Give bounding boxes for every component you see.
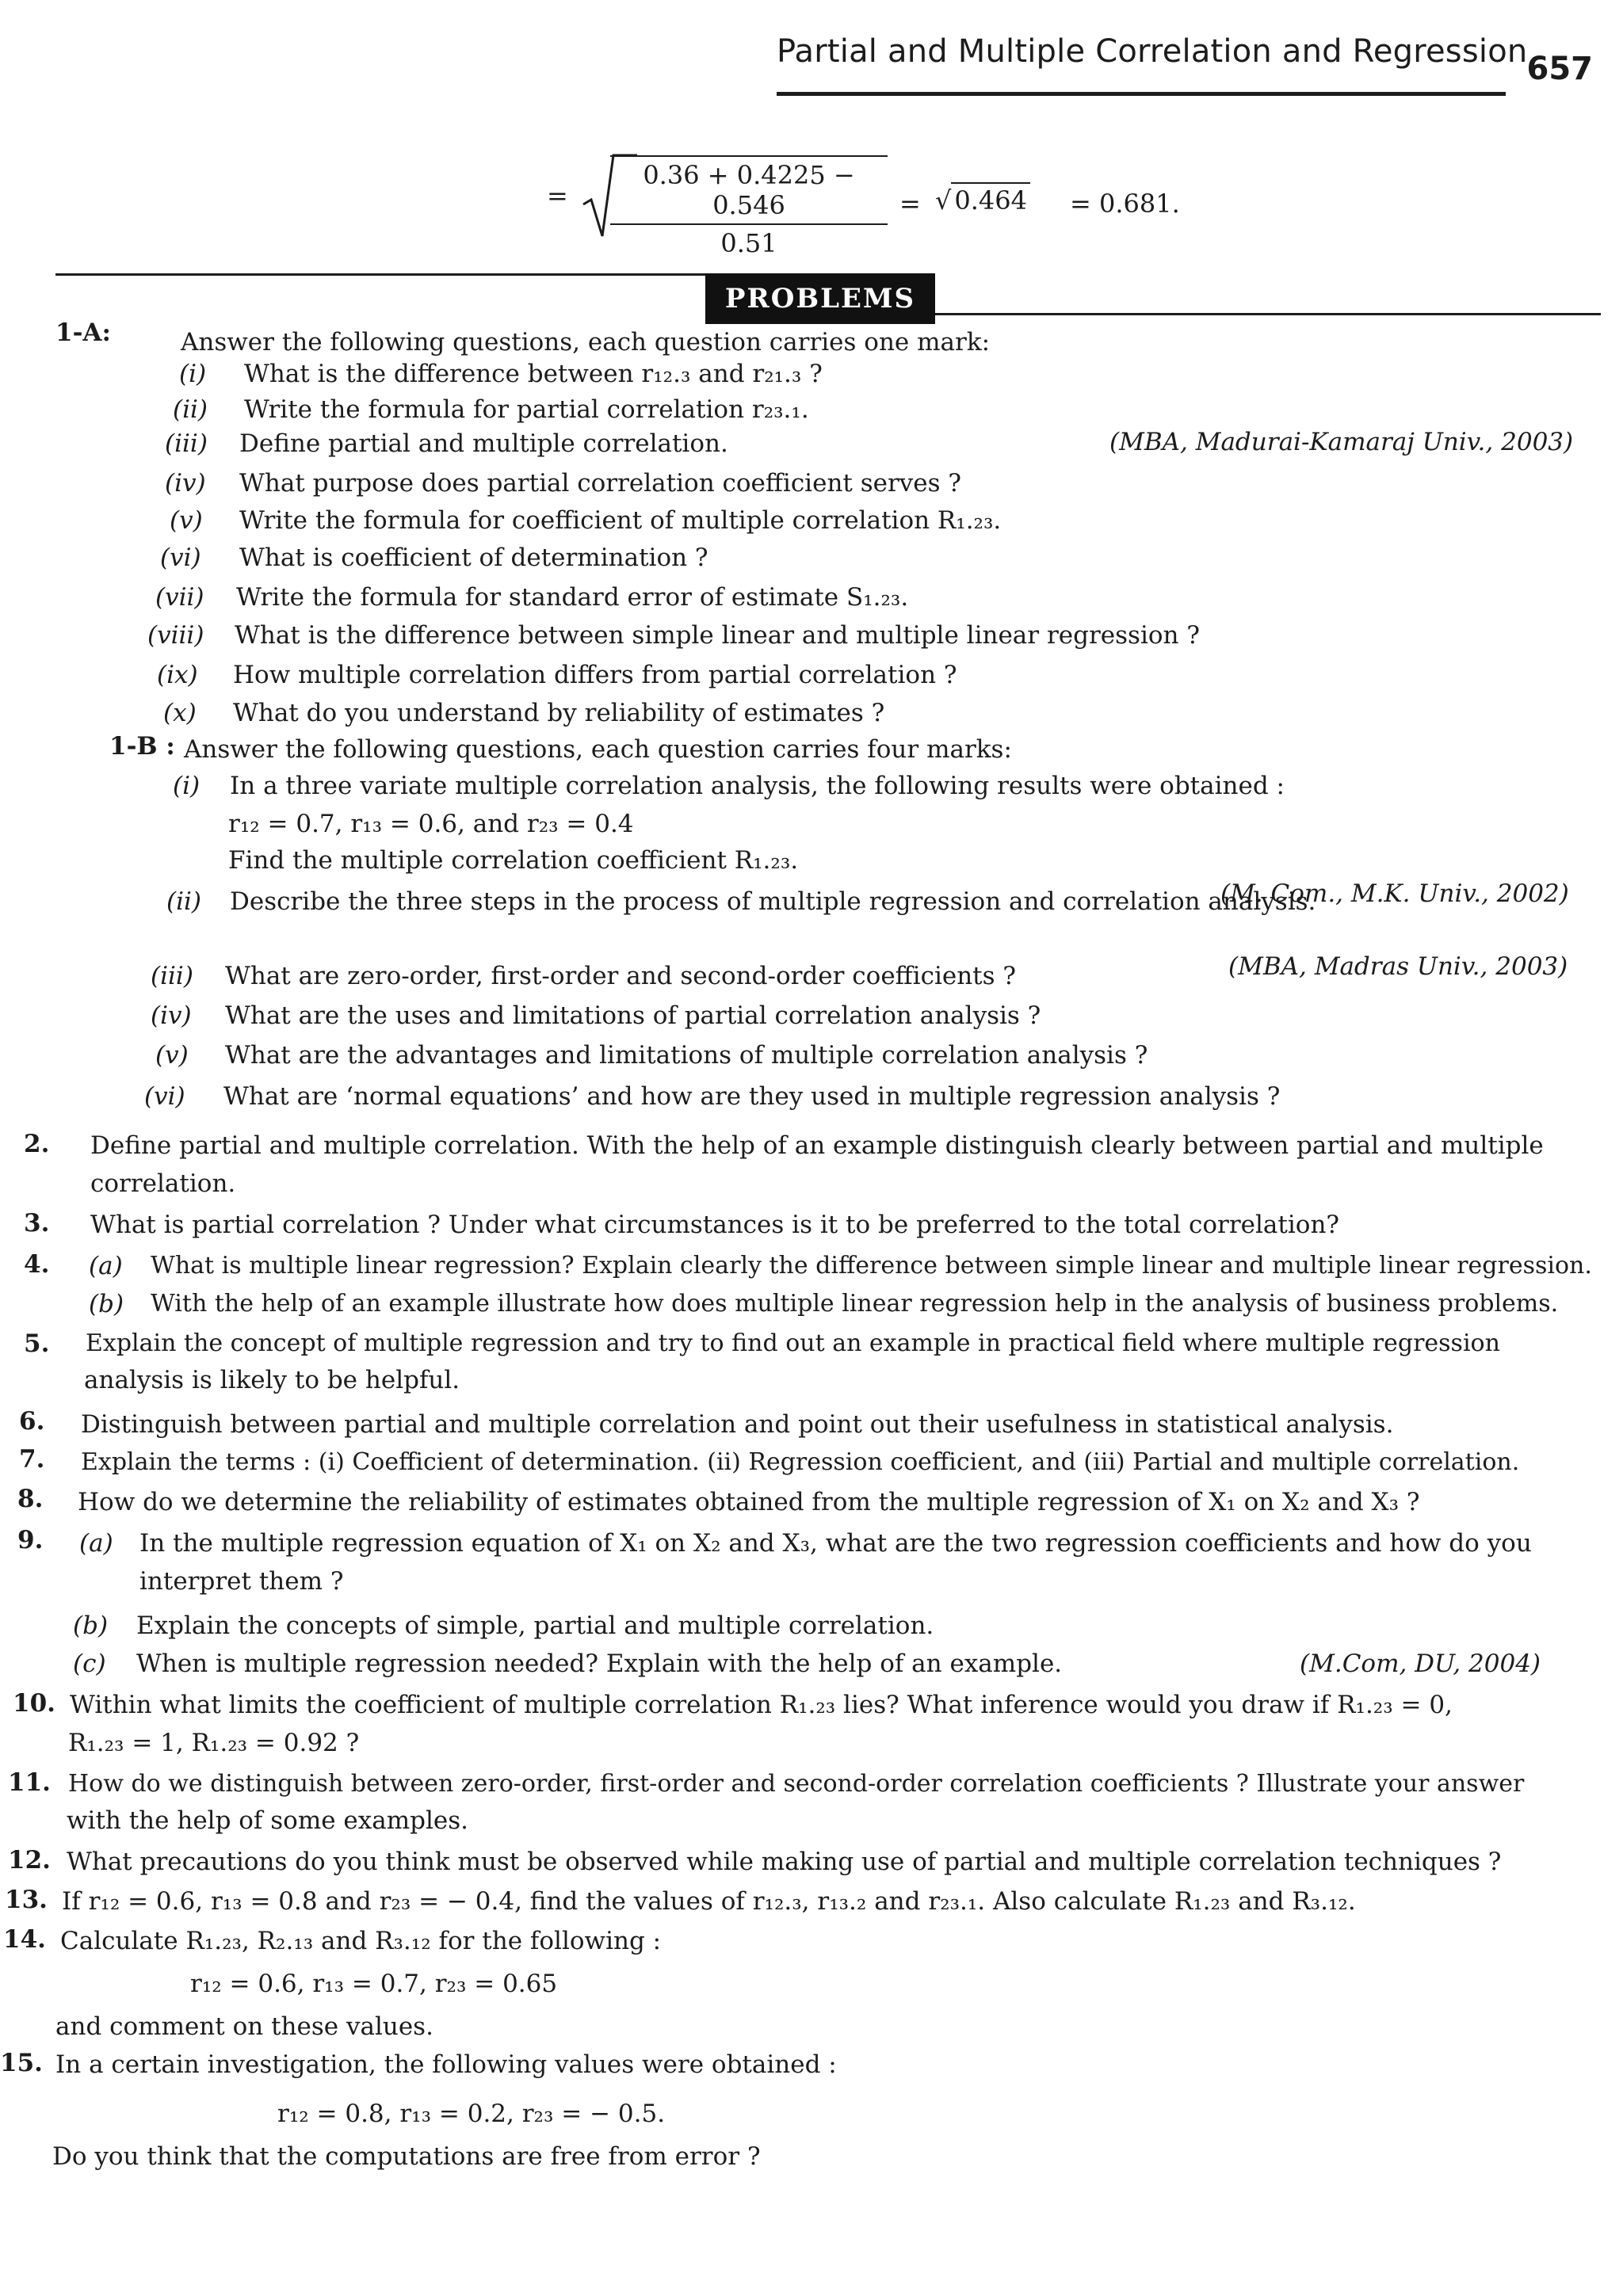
question-number: 3.	[24, 1209, 50, 1238]
question-number: 10.	[13, 1689, 55, 1718]
question-text: Explain the concepts of simple, partial and multiple correlation.	[136, 1611, 934, 1640]
question-text: In a certain investigation, the following values were obtained :	[55, 2050, 837, 2079]
question-text: How do we determine the reliability of estimates obtained from the multiple regression of X₁ on X₂ and X₃ ?	[78, 1488, 1420, 1516]
source-citation: (MBA, Madras Univ., 2003)	[1228, 952, 1568, 981]
question-text: Explain the concept of multiple regression and try to find out an example in practical field where multiple regression	[86, 1329, 1500, 1357]
question-number: 15.	[0, 2049, 43, 2077]
list-item: What are zero-order, first-order and second-order coefficients ?	[225, 962, 1017, 990]
item-number: (iv)	[151, 1001, 192, 1030]
list-item: What are the uses and limitations of partial correlation analysis ?	[225, 1001, 1041, 1030]
question-text: Do you think that the computations are free from error ?	[52, 2142, 761, 2171]
list-item: What is the difference between r₁₂.₃ and r₂₁.₃ ?	[244, 360, 823, 388]
equals-sign: =	[547, 181, 568, 211]
page-number: 657	[1526, 51, 1593, 87]
equals-sign: =	[899, 189, 921, 219]
list-item: What purpose does partial correlation coefficient serves ?	[239, 469, 962, 498]
item-number: (ii)	[173, 395, 208, 424]
sqrt-value: 0.464	[951, 182, 1030, 215]
list-item: In a three variate multiple correlation analysis, the following results were obtained :	[230, 772, 1285, 800]
list-item: What is the difference between simple linear and multiple linear regression ?	[235, 621, 1200, 650]
worked-equation	[547, 151, 1260, 258]
list-item: Write the formula for standard error of estimate S₁.₂₃.	[236, 583, 909, 612]
question-text: and comment on these values.	[55, 2012, 433, 2041]
item-number: (a)	[79, 1529, 113, 1558]
item-number: (b)	[89, 1290, 124, 1318]
problems-banner: PROBLEMS	[705, 273, 935, 324]
item-number: (iv)	[165, 469, 206, 498]
header-title: Partial and Multiple Correlation and Regression	[777, 33, 1528, 70]
question-text: If r₁₂ = 0.6, r₁₃ = 0.8 and r₂₃ = − 0.4, find the values of r₁₂.₃, r₁₃.₂ and r₂₃.₁. Also calculate R₁.₂₃ and R₃.₁₂.	[62, 1887, 1356, 1916]
radical-sign-icon: √	[935, 185, 952, 215]
question-text: What precautions do you think must be observed while making use of partial and multiple correlation techniques ?	[67, 1848, 1502, 1876]
fraction	[610, 155, 888, 258]
question-number: 4.	[24, 1250, 50, 1279]
fraction-numerator: 0.36 + 0.4225 − 0.546	[643, 160, 855, 220]
sqrt-expression	[935, 185, 1030, 215]
question-number: 8.	[17, 1485, 44, 1513]
question-text: In the multiple regression equation of X₁ on X₂ and X₃, what are the two regression coefficients and how do you	[139, 1529, 1532, 1558]
question-number: 9.	[17, 1526, 44, 1554]
given-values: r₁₂ = 0.8, r₁₃ = 0.2, r₂₃ = − 0.5.	[277, 2100, 666, 2128]
item-number: (v)	[155, 1041, 189, 1070]
section-intro: Answer the following questions, each question carries four marks:	[184, 735, 1012, 764]
question-number: 13.	[5, 1886, 48, 1914]
question-text: What is partial correlation ? Under what circumstances is it to be preferred to the total correlation?	[90, 1211, 1340, 1239]
question-text: How do we distinguish between zero-order, first-order and second-order correlation coefficients ? Illustrate your answer	[68, 1770, 1525, 1798]
item-number: (viii)	[147, 621, 204, 650]
question-number: 6.	[19, 1407, 45, 1436]
item-number: (iii)	[151, 962, 193, 990]
question-text: Define partial and multiple correlation. With the help of an example distinguish clearly between partial and multiple	[90, 1131, 1544, 1160]
question-number: 2.	[24, 1130, 50, 1158]
question-number: 7.	[19, 1445, 45, 1474]
list-item: Write the formula for partial correlation r₂₃.₁.	[244, 395, 809, 424]
list-item: Define partial and multiple correlation.	[239, 429, 728, 458]
item-number: (c)	[73, 1650, 106, 1678]
given-values: r₁₂ = 0.7, r₁₃ = 0.6, and r₂₃ = 0.4	[228, 810, 634, 838]
question-text: What is multiple linear regression? Explain clearly the difference between simple linear and multiple linear regression.	[151, 1252, 1592, 1280]
item-number: (vi)	[144, 1082, 185, 1111]
question-number: 5.	[24, 1329, 50, 1358]
section-intro: Answer the following questions, each question carries one mark:	[181, 328, 991, 357]
item-number: (b)	[73, 1611, 109, 1640]
question-number: 1-A:	[55, 318, 111, 347]
question-text: R₁.₂₃ = 1, R₁.₂₃ = 0.92 ?	[68, 1729, 360, 1757]
item-number: (v)	[170, 506, 203, 535]
fraction-bar	[610, 223, 888, 225]
source-citation: (MBA, Madurai-Kamaraj Univ., 2003)	[1109, 428, 1574, 456]
item-number: (vii)	[155, 583, 204, 612]
question-text: analysis is likely to be helpful.	[84, 1366, 460, 1394]
given-values: r₁₂ = 0.6, r₁₃ = 0.7, r₂₃ = 0.65	[190, 1970, 558, 1998]
question-text: Distinguish between partial and multiple correlation and point out their usefulness in statistical analysis.	[81, 1410, 1394, 1439]
item-number: (i)	[173, 772, 200, 800]
section-rule	[55, 273, 705, 276]
question-text: With the help of an example illustrate how does multiple linear regression help in the analysis of business problems.	[151, 1290, 1559, 1318]
question-number: 11.	[8, 1768, 51, 1797]
list-item: Describe the three steps in the process of multiple regression and correlation analysis.	[230, 887, 1316, 916]
source-citation: (M.Com, DU, 2004)	[1300, 1650, 1541, 1678]
question-number: 14.	[3, 1925, 46, 1954]
question-number: 12.	[8, 1846, 51, 1875]
header-rule	[777, 92, 1506, 96]
question-text: Within what limits the coefficient of multiple correlation R₁.₂₃ lies? What inference would you draw if R₁.₂₃ = 0,	[70, 1691, 1453, 1719]
question-text: When is multiple regression needed? Explain with the help of an example.	[136, 1650, 1063, 1678]
item-number: (vi)	[160, 543, 201, 572]
fraction-denominator: 0.51	[720, 228, 777, 258]
running-header	[761, 25, 1593, 100]
question-number: 1-B :	[109, 732, 175, 761]
question-text: Calculate R₁.₂₃, R₂.₁₃ and R₃.₁₂ for the following :	[60, 1927, 662, 1955]
list-item: What do you understand by reliability of estimates ?	[233, 699, 885, 727]
source-citation: (M. Com., M.K. Univ., 2002)	[1220, 879, 1569, 908]
item-number: (x)	[163, 699, 197, 727]
item-number: (ix)	[157, 661, 198, 689]
section-rule	[935, 313, 1601, 315]
item-number: (a)	[89, 1252, 123, 1280]
list-item-continued: Find the multiple correlation coefficient R₁.₂₃.	[228, 846, 799, 875]
question-text: Explain the terms : (i) Coefficient of determination. (ii) Regression coefficient, and (iii) Partial and multiple correlation.	[81, 1448, 1520, 1476]
item-number: (ii)	[166, 887, 202, 916]
question-text: with the help of some examples.	[67, 1806, 469, 1835]
list-item: How multiple correlation differs from partial correlation ?	[233, 661, 957, 689]
list-item: Write the formula for coefficient of multiple correlation R₁.₂₃.	[239, 506, 1002, 535]
item-number: (i)	[179, 360, 207, 388]
question-text: interpret them ?	[139, 1567, 344, 1596]
question-text: correlation.	[90, 1169, 236, 1198]
item-number: (iii)	[165, 429, 208, 458]
list-item: What are the advantages and limitations of multiple correlation analysis ?	[225, 1041, 1148, 1070]
list-item: What is coefficient of determination ?	[239, 543, 708, 572]
equation-result: = 0.681.	[1070, 189, 1180, 219]
list-item: What are ‘normal equations’ and how are they used in multiple regression analysis ?	[223, 1082, 1281, 1111]
